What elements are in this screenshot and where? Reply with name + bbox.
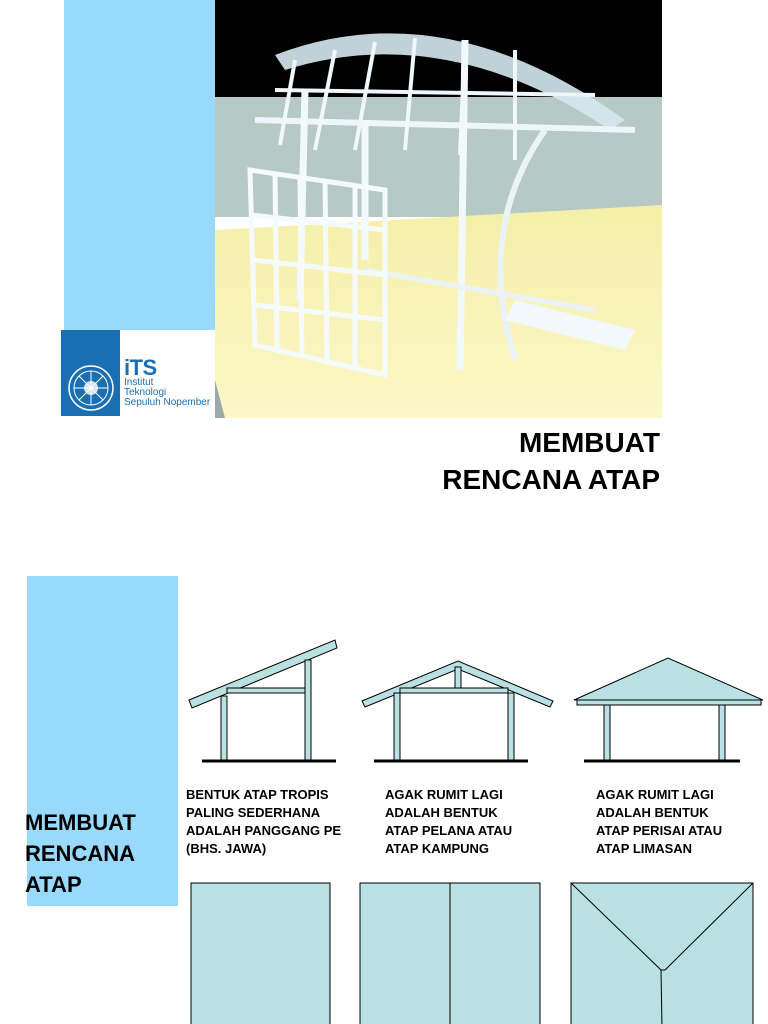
title-line-1: MEMBUAT [518,427,660,458]
caption-panggang-pe [186,786,341,858]
gable-roof-elevation [362,661,553,761]
hip-roof-elevation [574,658,763,761]
gear-emblem-icon [61,330,120,416]
side-title-line-3: ATAP [25,872,82,897]
caption-line: AGAK RUMIT LAGI [596,787,714,802]
side-title [25,807,136,900]
accent-bar-top [64,0,215,330]
caption-line: BENTUK ATAP TROPIS [186,787,329,802]
side-title-line-2: RENCANA [25,841,135,866]
hip-roof-plan [571,883,753,1024]
side-title-line-1: MEMBUAT [25,810,136,835]
caption-line: ATAP LIMASAN [596,841,693,856]
caption-line: ATAP PELANA ATAU [385,823,513,838]
caption-line: ADALAH PANGGANG PE [186,823,342,838]
logo-line-2: Teknologi [124,387,167,398]
logo-name: iTS [124,355,157,380]
gable-roof-plan [360,883,540,1024]
caption-line: (BHS. JAWA) [186,841,267,856]
logo-line-3: Sepuluh Nopember [124,397,211,408]
shed-roof-plan [191,883,330,1024]
logo-line-1: Institut [124,377,154,388]
hero-pavilion-render [215,0,662,418]
page-title [380,424,660,498]
shed-roof-elevation [189,640,337,761]
caption-perisai [596,786,722,858]
its-logo-emblem [61,330,120,416]
title-line-2: RENCANA ATAP [442,464,660,495]
caption-line: ATAP KAMPUNG [385,841,489,856]
caption-line: ADALAH BENTUK [385,805,498,820]
caption-pelana [385,786,512,858]
caption-line: ADALAH BENTUK [596,805,709,820]
its-logo-text [124,355,224,408]
caption-line: PALING SEDERHANA [186,805,321,820]
caption-line: ATAP PERISAI ATAU [596,823,723,838]
caption-line: AGAK RUMIT LAGI [385,787,503,802]
